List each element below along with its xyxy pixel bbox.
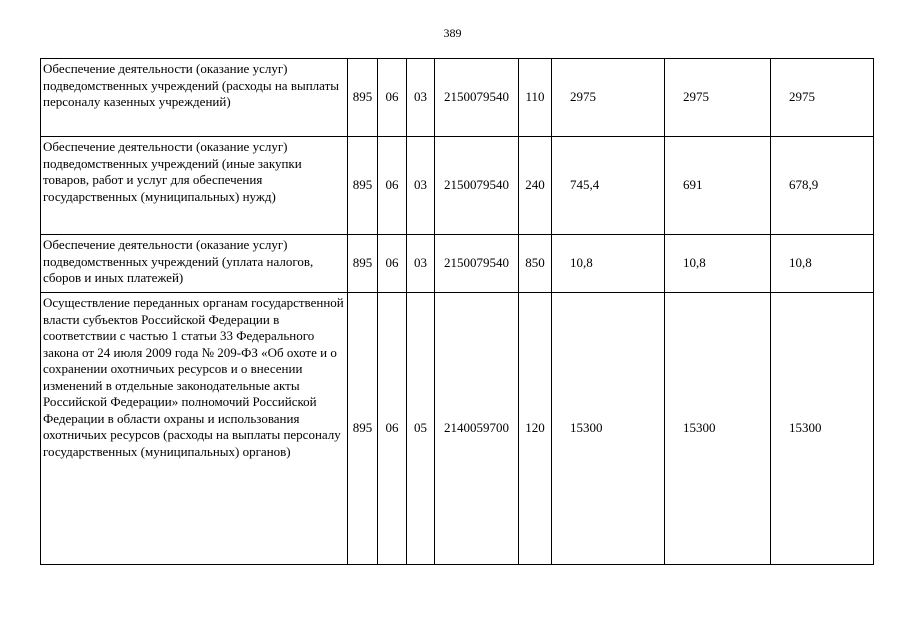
amount-year-2: 691 <box>665 137 771 235</box>
table-row <box>41 235 874 293</box>
amount-year-2: 2975 <box>665 59 771 137</box>
expense-name: Обеспечение деятельности (оказание услуг) подведомственных учреждений (иные закупки товаров, работ и услуг для обеспечения государственных (муниципальных) нужд) <box>41 137 348 235</box>
ministry-code: 895 <box>348 293 378 565</box>
expense-type-code: 120 <box>519 293 552 565</box>
expense-name: Обеспечение деятельности (оказание услуг) подведомственных учреждений (расходы на выплаты персоналу казенных учреждений) <box>41 59 348 137</box>
amount-year-2: 10,8 <box>665 235 771 293</box>
amount-year-1: 10,8 <box>552 235 665 293</box>
subsection-code: 03 <box>407 137 435 235</box>
expense-type-code: 850 <box>519 235 552 293</box>
amount-year-1: 15300 <box>552 293 665 565</box>
target-article-code: 2150079540 <box>435 59 519 137</box>
amount-year-3: 678,9 <box>771 137 874 235</box>
page-number: 389 <box>443 26 462 40</box>
table-row <box>41 137 874 235</box>
subsection-code: 03 <box>407 235 435 293</box>
target-article-code: 2150079540 <box>435 235 519 293</box>
expense-type-code: 240 <box>519 137 552 235</box>
section-code: 06 <box>378 293 407 565</box>
ministry-code: 895 <box>348 59 378 137</box>
section-code: 06 <box>378 59 407 137</box>
expense-name: Обеспечение деятельности (оказание услуг) подведомственных учреждений (уплата налогов, сборов и иных платежей) <box>41 235 348 293</box>
amount-year-3: 2975 <box>771 59 874 137</box>
amount-year-3: 10,8 <box>771 235 874 293</box>
amount-year-1: 745,4 <box>552 137 665 235</box>
target-article-code: 2140059700 <box>435 293 519 565</box>
subsection-code: 05 <box>407 293 435 565</box>
section-code: 06 <box>378 137 407 235</box>
ministry-code: 895 <box>348 235 378 293</box>
amount-year-1: 2975 <box>552 59 665 137</box>
expense-name: Осуществление переданных органам государственной власти субъектов Российской Федерации в соответствии с частью 1 статьи 33 Федерального закона от 24 июля 2009 года № 209-ФЗ «Об охоте и о сохранении охотничьих ресурсов и о внесении изменений в отдельные законодательные акты Российской Федерации» полномочий Российской Федерации в области охраны и использования охотничьих ресурсов (расходы на выплаты персоналу государственных (муниципальных) органов) <box>41 293 348 565</box>
ministry-code: 895 <box>348 137 378 235</box>
expense-type-code: 110 <box>519 59 552 137</box>
budget-table <box>40 58 874 565</box>
amount-year-2: 15300 <box>665 293 771 565</box>
section-code: 06 <box>378 235 407 293</box>
subsection-code: 03 <box>407 59 435 137</box>
table-row <box>41 293 874 565</box>
table-row <box>41 59 874 137</box>
target-article-code: 2150079540 <box>435 137 519 235</box>
amount-year-3: 15300 <box>771 293 874 565</box>
